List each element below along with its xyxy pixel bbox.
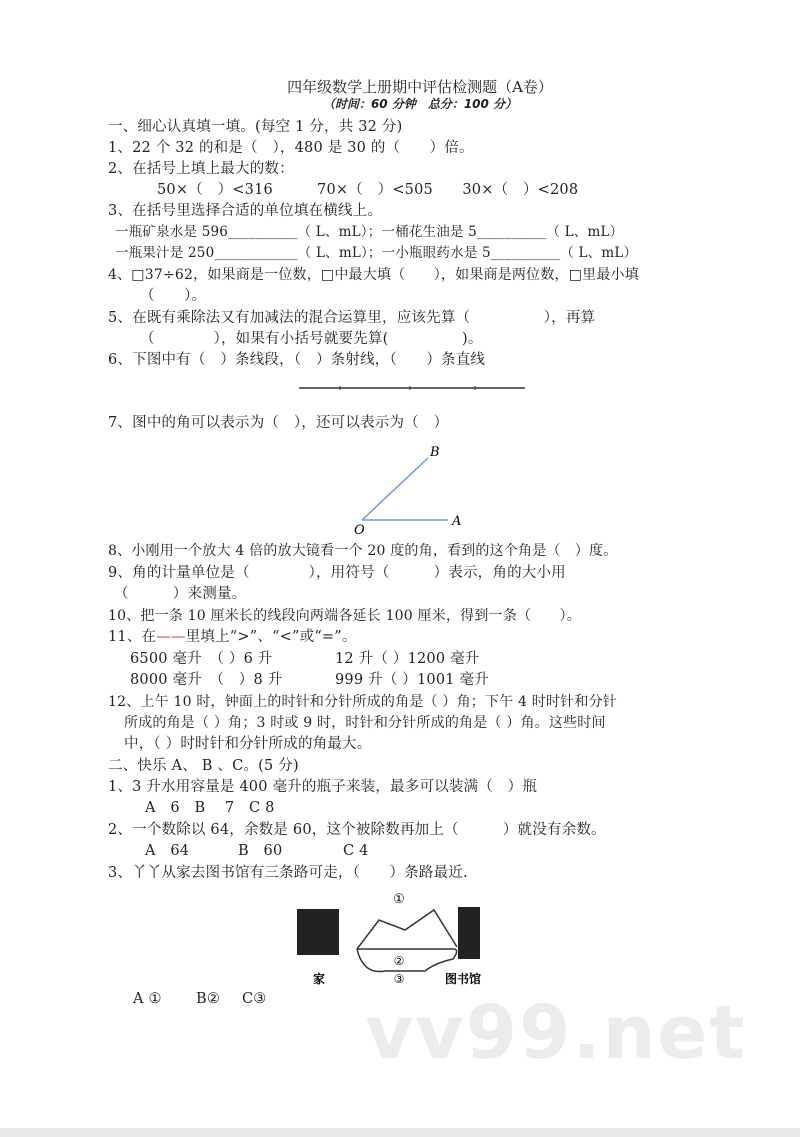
compare-4: 999 升（ ）1001 毫升 [335, 672, 489, 688]
question-8: 8、小刚用一个放大 4 倍的放大镜看一个 20 度的角，看到的这个角是（ ）度。 [108, 543, 618, 559]
route-1-label: ① [393, 892, 405, 907]
library-label: 图书馆 [444, 972, 482, 985]
angle-label-a: A [452, 514, 462, 529]
question-10: 10、把一条 10 厘米长的线段向两端各延长 100 厘米，得到一条（ ）。 [108, 608, 581, 624]
question-3: 3、在括号里选择合适的单位填在横线上。 [108, 203, 383, 219]
section-1-heading: 一、细心认真填一填。(每空 1 分，共 32 分) [108, 119, 403, 135]
question-2: 2、在括号上填上最大的数： [108, 161, 294, 177]
question-12-cont-2: 中，（ ）时时针和分针所成的角最大。 [124, 736, 372, 752]
question-5-cont: （ ），如果有小括号就要先算( )。 [140, 331, 483, 347]
exam-subtitle: （时间：60 分钟 总分：100 分） [322, 97, 518, 111]
question-11 [108, 628, 357, 646]
question-9: 9、角的计量单位是（ ），用符号（ ）表示，角的大小用 [108, 565, 566, 581]
mc-question-2-option-b: B 60 [238, 843, 283, 859]
home-picture [297, 909, 339, 955]
watermark: vv99.net [365, 990, 747, 1076]
question-5: 5、在既有乘除法又有加减法的混合运算里，应该先算（ ），再算 [108, 310, 596, 326]
section-2-heading: 二、快乐 A、 B 、C。(5 分) [108, 758, 299, 774]
question-3-row-2: 一瓶果汁是 250____________（ L、mL）；一小瓶眼药水是 5__________（ L、mL） [115, 245, 638, 261]
route-2-label: ② [393, 954, 405, 968]
question-12: 12、上午 10 时，钟面上的时针和分针所成的角是（ ）角；下午 4 时时针和分针 [108, 694, 617, 710]
question-1: 1、22 个 32 的和是（ ），480 是 30 的（ ）倍。 [108, 140, 474, 156]
mc-question-1: 1、3 升水用容量是 400 毫升的瓶子来装，最多可以装满（ ）瓶 [108, 779, 538, 795]
angle-label-o: O [354, 523, 365, 535]
angle-label-b: B [430, 445, 440, 460]
question-4: 4、□37÷62，如果商是一位数，□中最大填（ ），如果商是两位数，□里最小填 [108, 267, 639, 283]
question-2-items: 50×（ ）<316 70×（ ）<505 30×（ ）<208 [157, 182, 579, 198]
question-11-prefix: 11、在 [108, 629, 157, 645]
exam-title: 四年级数学上册期中评估检测题（A卷） [287, 78, 553, 96]
mc-question-3-option-b: B② [196, 991, 221, 1007]
mc-question-2-option-a: A 64 [145, 843, 190, 859]
route-3-label: ③ [393, 972, 405, 985]
angle-figure [350, 440, 480, 535]
home-label: 家 [312, 972, 326, 985]
route-map-figure [295, 885, 495, 985]
question-11-suffix: 里填上“>”、“<”或“=”。 [185, 629, 357, 645]
mc-question-1-options: A 6 B 7 C 8 [145, 800, 275, 816]
mc-question-2: 2、一个数除以 64，余数是 60，这个被除数再加上（ ）就没有余数。 [108, 822, 606, 838]
mc-question-3: 3、丫丫从家去图书馆有三条路可走，（ ）条路最近. [108, 865, 468, 881]
mc-question-3-option-c: C③ [242, 991, 267, 1007]
question-3-row-1: 一瓶矿泉水是 596__________（ L、mL）；一桶花生油是 5__________（ L、mL） [115, 224, 624, 240]
question-4-cont: （ ）。 [140, 288, 207, 304]
compare-3: 8000 毫升 （ ）8 升 [130, 672, 283, 688]
question-7: 7、图中的角可以表示为（ ），还可以表示为（ ） [108, 415, 449, 431]
library-picture [458, 907, 480, 959]
line-segment-figure [295, 383, 530, 393]
question-9-cont: （ ）来测量。 [114, 586, 247, 602]
question-6: 6、下图中有（ ）条线段，（ ）条射线，（ ）条直线 [108, 352, 486, 368]
question-12-cont-1: 所成的角是（ ）角；3 时或 9 时，时针和分针所成的角是（ ）角。这些时间 [124, 715, 606, 731]
mc-question-3-option-a: A ① [133, 991, 162, 1007]
compare-1: 6500 毫升 （ ）6 升 [130, 651, 273, 667]
mc-question-2-option-c: C 4 [343, 843, 369, 859]
compare-2: 12 升（ ）1200 毫升 [335, 651, 480, 667]
page-bottom-edge [0, 1128, 800, 1137]
red-blank-line: —— [156, 629, 186, 645]
